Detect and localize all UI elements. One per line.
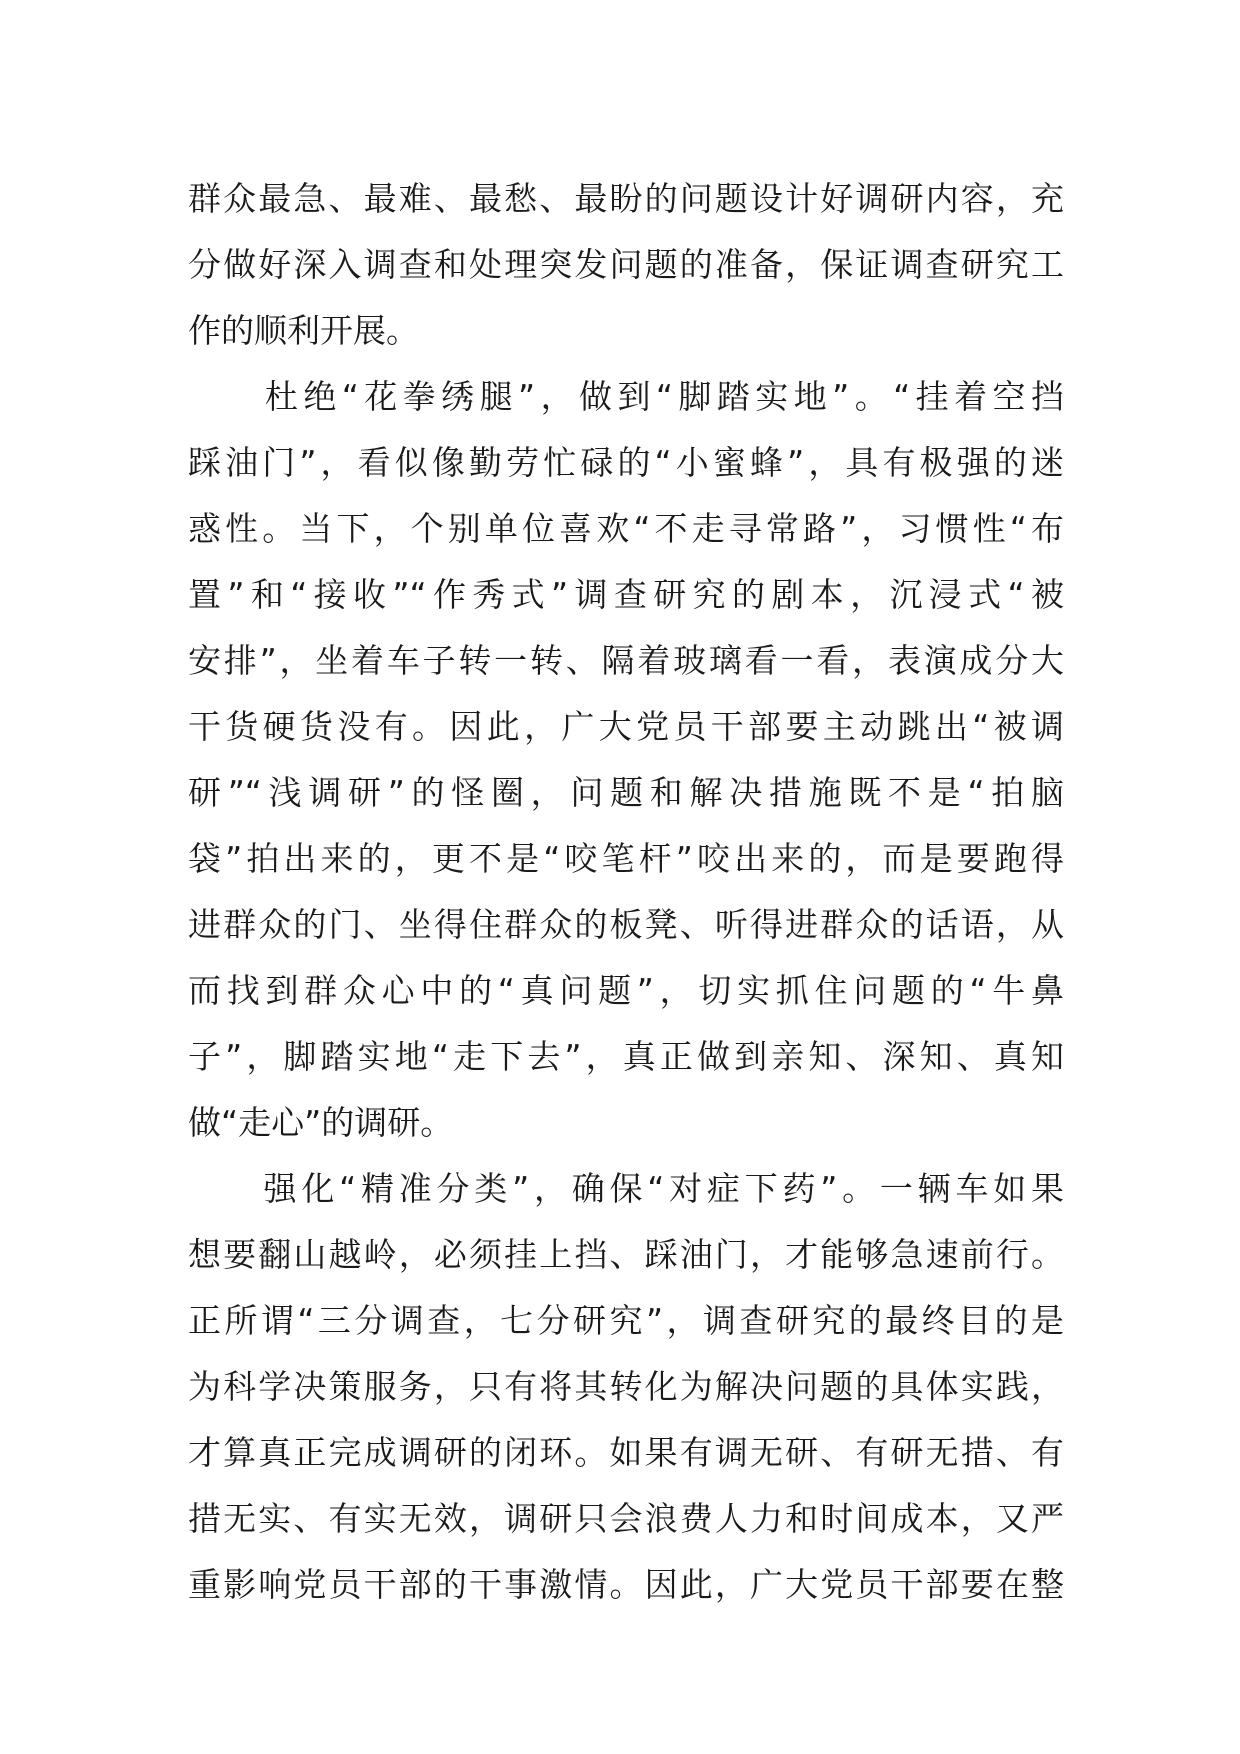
text-line: 杜绝“花拳绣腿”，做到“脚踏实地”。“挂着空挡 [188,377,1064,416]
text-line: 做“走心”的调研。 [188,1103,454,1142]
text-line: 措无实、有实无效，调研只会浪费人力和时间成本，又严 [188,1499,1064,1538]
text-line: 研”“浅调研”的怪圈，问题和解决措施既不是“拍脑 [188,773,1064,812]
text-line: 袋”拍出来的，更不是“咬笔杆”咬出来的，而是要跑得 [188,839,1064,878]
text-line: 想要翻山越岭，必须挂上挡、踩油门，才能够急速前行。 [188,1235,1064,1274]
text-line: 惑性。当下，个别单位喜欢“不走寻常路”，习惯性“布 [188,509,1064,548]
text-line: 重影响党员干部的干事激情。因此，广大党员干部要在整 [188,1565,1064,1604]
text-line: 而找到群众心中的“真问题”，切实抓住问题的“牛鼻 [188,971,1064,1010]
text-line: 为科学决策服务，只有将其转化为解决问题的具体实践， [188,1367,1064,1406]
text-line: 子”，脚踏实地“走下去”，真正做到亲知、深知、真知 [188,1037,1064,1076]
document-body [188,166,1064,1618]
text-line: 群众最急、最难、最愁、最盼的问题设计好调研内容，充 [188,179,1064,218]
text-line: 正所谓“三分调查，七分研究”，调查研究的最终目的是 [188,1301,1064,1340]
paragraph-2 [188,364,1064,1156]
text-line: 干货硬货没有。因此，广大党员干部要主动跳出“被调 [188,707,1064,746]
text-line: 安排”，坐着车子转一转、隔着玻璃看一看，表演成分大 [188,641,1064,680]
text-line: 作的顺利开展。 [188,311,419,350]
text-line: 分做好深入调查和处理突发问题的准备，保证调查研究工 [188,245,1064,284]
paragraph-1 [188,166,1064,364]
paragraph-3 [188,1156,1064,1618]
text-line: 置”和“接收”“作秀式”调查研究的剧本，沉浸式“被 [188,575,1064,614]
text-line: 进群众的门、坐得住群众的板凳、听得进群众的话语，从 [188,905,1064,944]
text-line: 踩油门”，看似像勤劳忙碌的“小蜜蜂”，具有极强的迷 [188,443,1064,482]
text-line: 才算真正完成调研的闭环。如果有调无研、有研无措、有 [188,1433,1064,1472]
text-line: 强化“精准分类”，确保“对症下药”。一辆车如果 [188,1169,1064,1208]
